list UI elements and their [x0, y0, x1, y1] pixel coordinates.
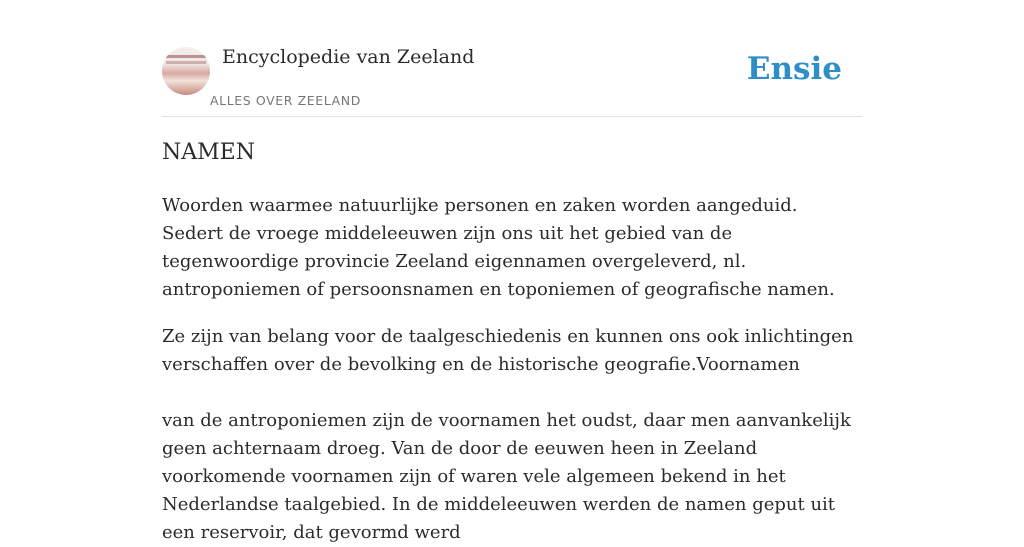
site-tagline: ALLES OVER ZEELAND [210, 93, 361, 108]
logo-detail [166, 55, 206, 58]
page-container [162, 0, 862, 543]
site-header [162, 0, 862, 117]
site-logo-image[interactable] [162, 47, 210, 95]
site-title[interactable]: Encyclopedie van Zeeland [222, 46, 475, 68]
article-paragraph: Woorden waarmee natuurlijke personen en zaken worden aangeduid. Sedert de vroege middeleeuwen zijn ons uit het gebied van de tegenwoordige provincie Zeeland eigennamen overgeleverd, nl. antroponiemen of persoonsnamen en toponiemen of geografische namen. [162, 195, 835, 300]
article-paragraph: van de antroponiemen zijn de voornamen het oudst, daar men aanvankelijk geen achternaam droeg. Van de door de eeuwen heen in Zeeland voorkomende voornamen zijn of waren vele algemeen bekend in het Nederlandse taalgebied. In de middeleeuwen werden de namen geput uit een reservoir, dat gevormd werd [162, 410, 851, 543]
page-title: NAMEN [162, 140, 255, 165]
logo-detail [166, 61, 206, 64]
article-paragraph: Ze zijn van belang voor de taalgeschiedenis en kunnen ons ook inlichtingen verschaffen over de bevolking en de historische geografie.Voornamen [162, 326, 854, 375]
ensie-brand-logo[interactable]: Ensie [746, 51, 842, 87]
